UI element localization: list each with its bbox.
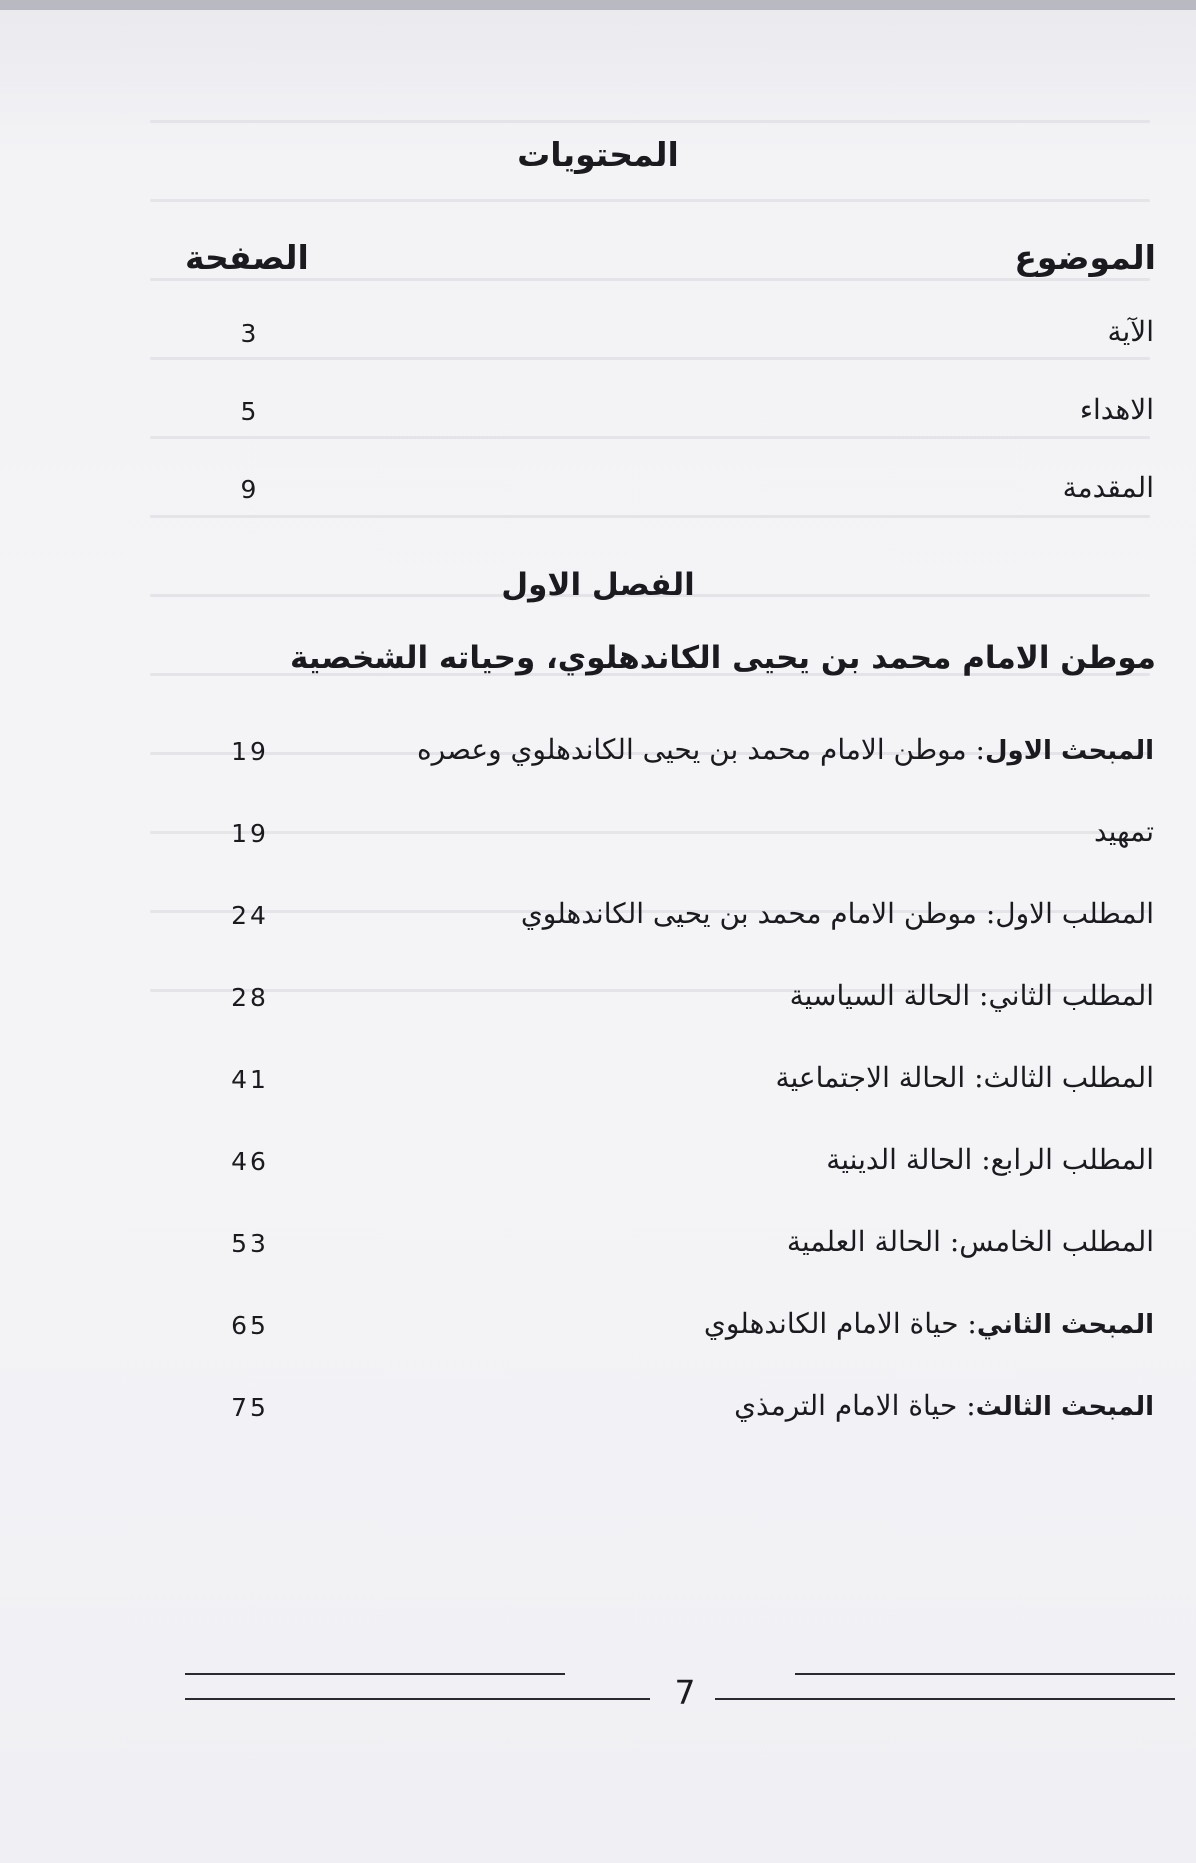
toc-entry-page: 65 [231,1311,269,1340]
toc-entry-page: 46 [231,1147,269,1176]
footer-rule-left-lower [185,1698,650,1700]
toc-entry-page: 19 [231,737,269,766]
footer-rule-left-upper [185,1673,565,1675]
toc-entry-prefix: المبحث الثاني [976,1310,1154,1340]
toc-entry [0,310,1196,360]
toc-entry-title [790,974,1154,1019]
page-number: 7 [674,1673,696,1712]
toc-entry [0,1302,1196,1352]
toc-entry-text: المطلب الثاني: الحالة السياسية [789,979,1154,1012]
toc-entry [0,1220,1196,1270]
toc-entry-title [787,1220,1154,1265]
toc-entry-prefix: المبحث الثالث [975,1392,1154,1422]
toc-entry-title [521,892,1154,937]
toc-entry-title: المقدمة [1062,471,1154,504]
chapter-label: الفصل الاول [501,567,695,603]
toc-entry-text: : موطن الامام محمد بن يحيى الكاندهلوي وعصره [416,733,985,766]
toc-entry-text: : حياة الامام الترمذي [734,1389,976,1422]
toc-entry-title [734,1384,1154,1429]
toc-entry-text: : حياة الامام الكاندهلوي [703,1307,977,1340]
toc-entry [0,1056,1196,1106]
toc-entry [0,974,1196,1024]
page-column-header: الصفحة [185,238,309,277]
toc-entry-page: 24 [231,901,269,930]
toc-entry-title [775,1056,1154,1101]
page-title: المحتويات [517,135,679,174]
toc-entry [0,810,1196,860]
toc-entry-page: 9 [240,475,260,504]
toc-entry-text: تمهيد [1093,815,1154,848]
toc-entry-title [704,1302,1154,1347]
topic-column-header: الموضوع [1014,238,1156,277]
toc-entry [0,388,1196,438]
footer-rule-right-lower [715,1698,1175,1700]
footer-rule-right-upper [795,1673,1175,1675]
chapter-title: موطن الامام محمد بن يحيى الكاندهلوي، وحياته الشخصية [289,640,1156,676]
toc-entry-page: 19 [231,819,269,848]
toc-entry-text: المطلب الثالث: الحالة الاجتماعية [775,1061,1154,1094]
toc-entry-text: المطلب الخامس: الحالة العلمية [786,1225,1154,1258]
page-top-edge [0,0,1196,10]
toc-entry-page: 28 [231,983,269,1012]
toc-entry-page: 53 [231,1229,269,1258]
toc-entry-title [826,1138,1154,1183]
toc-entry-text: المطلب الاول: موطن الامام محمد بن يحيى الكاندهلوي [520,897,1154,930]
toc-entry-page: 75 [231,1393,269,1422]
toc-entry [0,892,1196,942]
toc-entry-title: الاهداء [1079,393,1154,426]
toc-entry-page: 5 [240,397,260,426]
toc-entry-prefix: المبحث الاول [984,736,1154,766]
toc-entry-title: الآية [1107,315,1154,348]
toc-entry [0,1138,1196,1188]
toc-entry-text: المطلب الرابع: الحالة الدينية [826,1143,1154,1176]
toc-entry-page: 41 [231,1065,269,1094]
toc-entry-page: 3 [240,319,260,348]
toc-entry [0,728,1196,778]
toc-entry-title [417,728,1154,773]
toc-entry [0,466,1196,516]
toc-entry [0,1384,1196,1434]
toc-entry-title [1094,810,1154,855]
